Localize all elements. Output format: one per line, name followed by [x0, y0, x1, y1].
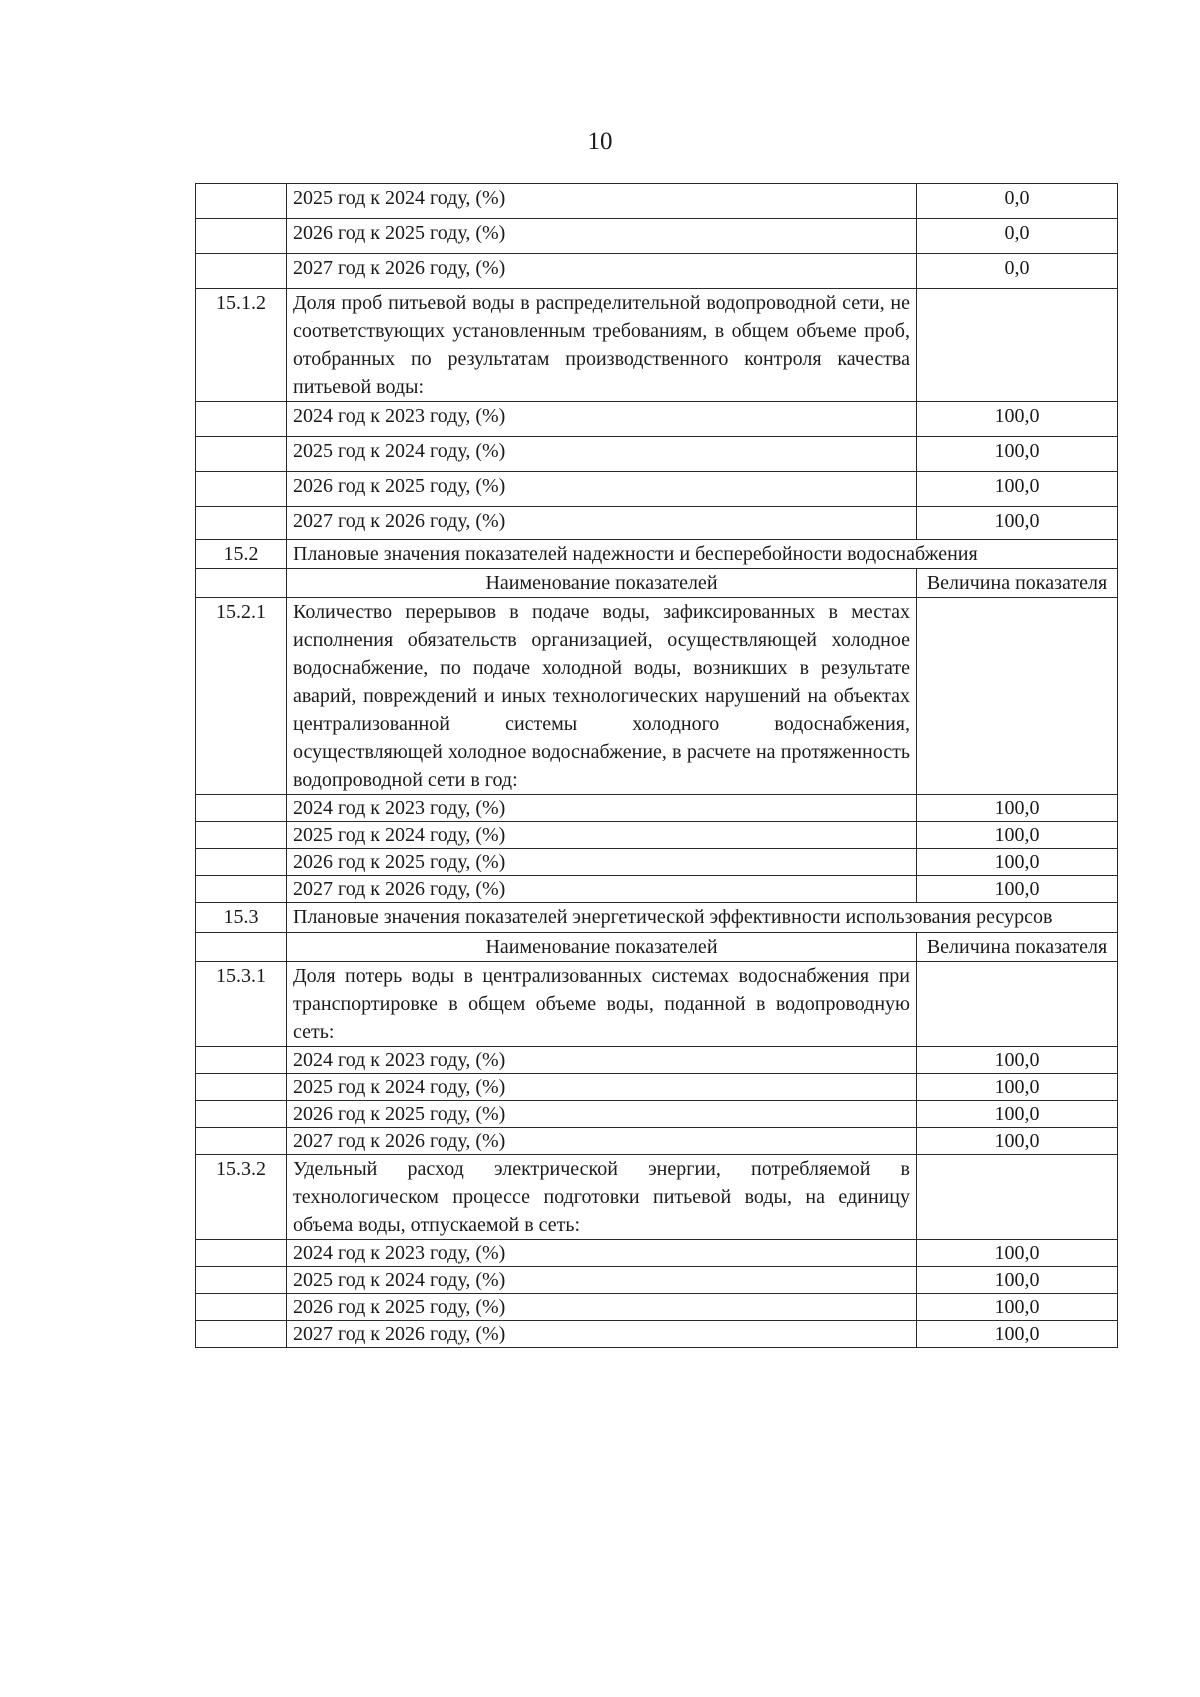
- table-row: [196, 1240, 1118, 1267]
- section-title: Плановые значения показателей энергетической эффективности использования ресурсов: [287, 903, 1118, 933]
- table-row: [196, 1128, 1118, 1155]
- row-number-cell: [196, 1101, 287, 1128]
- row-number-cell: [196, 822, 287, 849]
- column-header-row: [196, 933, 1118, 962]
- row-number-cell: [196, 849, 287, 876]
- row-number-cell: [196, 437, 287, 472]
- indicator-row-15-3-2: [196, 1155, 1118, 1240]
- table-row: [196, 472, 1118, 507]
- table-row: [196, 184, 1118, 219]
- table-row: [196, 507, 1118, 540]
- row-number-cell: [196, 1074, 287, 1101]
- indicator-value: 100,0: [917, 1240, 1118, 1267]
- indicator-row-15-3-1: [196, 962, 1118, 1047]
- section-row-15-3: [196, 903, 1118, 933]
- indicators-table: [195, 183, 1118, 1348]
- row-number-cell: [196, 795, 287, 822]
- indicator-value: 100,0: [917, 1101, 1118, 1128]
- year-label: 2027 год к 2026 году, (%): [287, 1128, 917, 1155]
- row-number-cell: [196, 184, 287, 219]
- indicator-description: Количество перерывов в подаче воды, зафиксированных в местах исполнения обязательств организацией, осуществляющей холодное водоснабжение, по подаче холодной воды, возникших в результате аварий, повреждений и иных технологических нарушений на объектах централизованной системы холодного водоснабжения, осуществляющей холодное водоснабжение, в расчете на протяженность водопроводной сети в год:: [287, 598, 917, 795]
- section-row-15-2: [196, 540, 1118, 569]
- indicator-row-15-2-1: [196, 598, 1118, 795]
- year-label: 2025 год к 2024 году, (%): [287, 1074, 917, 1101]
- year-label: 2027 год к 2026 году, (%): [287, 507, 917, 540]
- section-title: Плановые значения показателей надежности и бесперебойности водоснабжения: [287, 540, 1118, 569]
- year-label: 2026 год к 2025 году, (%): [287, 1294, 917, 1321]
- indicator-description: Доля проб питьевой воды в распределительной водопроводной сети, не соответствующих установленным требованиям, в общем объеме проб, отобранных по результатам производственного контроля качества питьевой воды:: [287, 289, 917, 402]
- indicator-description: Удельный расход электрической энергии, потребляемой в технологическом процессе подготовки питьевой воды, на единицу объема воды, отпускаемой в сеть:: [287, 1155, 917, 1240]
- column-header-name: Наименование показателей: [287, 569, 917, 598]
- table-row: [196, 822, 1118, 849]
- table-row: [196, 1074, 1118, 1101]
- indicator-value: 100,0: [917, 437, 1118, 472]
- year-label: 2025 год к 2024 году, (%): [287, 437, 917, 472]
- column-header-name: Наименование показателей: [287, 933, 917, 962]
- year-label: 2027 год к 2026 году, (%): [287, 1321, 917, 1348]
- indicator-value: 100,0: [917, 1047, 1118, 1074]
- page-number: 10: [587, 128, 613, 155]
- row-number-cell: [196, 876, 287, 903]
- row-number-cell: [196, 1128, 287, 1155]
- section-number: 15.3: [196, 903, 287, 933]
- table-row: [196, 402, 1118, 437]
- table-row: [196, 1047, 1118, 1074]
- indicator-value: 100,0: [917, 507, 1118, 540]
- year-label: 2025 год к 2024 году, (%): [287, 184, 917, 219]
- indicator-value: 100,0: [917, 1074, 1118, 1101]
- row-number-cell: [196, 219, 287, 254]
- item-number: 15.2.1: [196, 598, 287, 795]
- year-label: 2026 год к 2025 году, (%): [287, 849, 917, 876]
- row-number-cell: [196, 402, 287, 437]
- row-number-cell: [196, 1267, 287, 1294]
- row-number-cell: [196, 254, 287, 289]
- row-number-cell: [196, 933, 287, 962]
- indicator-row-15-1-2: [196, 289, 1118, 402]
- year-label: 2024 год к 2023 году, (%): [287, 795, 917, 822]
- indicator-value: 100,0: [917, 1294, 1118, 1321]
- row-number-cell: [196, 472, 287, 507]
- table-row: [196, 1267, 1118, 1294]
- year-label: 2027 год к 2026 году, (%): [287, 876, 917, 903]
- empty-value-cell: [917, 598, 1118, 795]
- year-label: 2025 год к 2024 году, (%): [287, 822, 917, 849]
- item-number: 15.3.2: [196, 1155, 287, 1240]
- row-number-cell: [196, 1321, 287, 1348]
- indicator-value: 100,0: [917, 472, 1118, 507]
- row-number-cell: [196, 1047, 287, 1074]
- year-label: 2025 год к 2024 году, (%): [287, 1267, 917, 1294]
- table-row: [196, 219, 1118, 254]
- indicator-value: 0,0: [917, 184, 1118, 219]
- indicator-value: 100,0: [917, 1321, 1118, 1348]
- table-row: [196, 1294, 1118, 1321]
- table-row: [196, 437, 1118, 472]
- empty-value-cell: [917, 289, 1118, 402]
- column-header-value: Величина показателя: [917, 569, 1118, 598]
- table-row: [196, 1101, 1118, 1128]
- year-label: 2024 год к 2023 году, (%): [287, 402, 917, 437]
- item-number: 15.3.1: [196, 962, 287, 1047]
- table-row: [196, 254, 1118, 289]
- column-header-value: Величина показателя: [917, 933, 1118, 962]
- table-row: [196, 849, 1118, 876]
- year-label: 2026 год к 2025 году, (%): [287, 472, 917, 507]
- table-row: [196, 795, 1118, 822]
- column-header-row: [196, 569, 1118, 598]
- row-number-cell: [196, 1240, 287, 1267]
- year-label: 2024 год к 2023 году, (%): [287, 1047, 917, 1074]
- indicator-value: 100,0: [917, 849, 1118, 876]
- indicator-value: 100,0: [917, 876, 1118, 903]
- year-label: 2024 год к 2023 году, (%): [287, 1240, 917, 1267]
- year-label: 2026 год к 2025 году, (%): [287, 1101, 917, 1128]
- indicator-value: 100,0: [917, 1128, 1118, 1155]
- year-label: 2026 год к 2025 году, (%): [287, 219, 917, 254]
- indicator-description: Доля потерь воды в централизованных системах водоснабжения при транспортировке в общем объеме воды, поданной в водопроводную сеть:: [287, 962, 917, 1047]
- empty-value-cell: [917, 1155, 1118, 1240]
- indicator-value: 100,0: [917, 402, 1118, 437]
- table-row: [196, 1321, 1118, 1348]
- indicator-value: 100,0: [917, 1267, 1118, 1294]
- empty-value-cell: [917, 962, 1118, 1047]
- indicator-value: 0,0: [917, 254, 1118, 289]
- item-number: 15.1.2: [196, 289, 287, 402]
- year-label: 2027 год к 2026 году, (%): [287, 254, 917, 289]
- section-number: 15.2: [196, 540, 287, 569]
- row-number-cell: [196, 1294, 287, 1321]
- indicator-value: 0,0: [917, 219, 1118, 254]
- table-row: [196, 876, 1118, 903]
- row-number-cell: [196, 507, 287, 540]
- indicator-value: 100,0: [917, 822, 1118, 849]
- indicator-value: 100,0: [917, 795, 1118, 822]
- row-number-cell: [196, 569, 287, 598]
